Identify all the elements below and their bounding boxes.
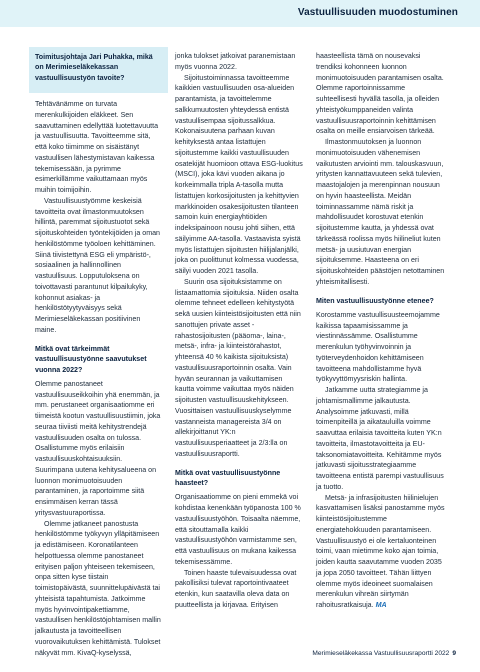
paragraph-text: Metsä- ja infrasijoitusten hiilinielujen kasvattamisen lisäksi panostamme myös kiinteistösijoitustemme energiatehokkuuden parantamiseen. Vastuullisuustyö ei ole kertaluonteinen toimi, vaan mietimme koko ajan toimia, joiden kautta saavutamme vuoden 2035 ja jopa 2050 tavoitteet. Tähän liittyen olemme myös ideoineet suomalaisen merenkulun vihreän siirtymän rahoitusratkaisuja.: [316, 493, 445, 610]
paragraph: jonka tulokset jatkoivat paranemistaan myös vuonna 2022.: [175, 52, 296, 71]
header-band: [0, 0, 480, 27]
paragraph: Organisaatiomme on pieni emmekä voi kohdistaa kenenkään työpanosta 100 % vastuullisuustyöhön. Toisaalta näemme, että sitouttamalla kaikki vastuullisuustyöhön varmistamme sen, että vastuullisuus on mukana kaikessa tekemisessämme.: [175, 493, 301, 566]
paragraph: Toinen haaste tulevaisuudessa ovat pakollisiksi tulevat raportointivaateet etenkin, kun saatavilla oleva data on puutteellista ja kirjavaa. Erityisen: [175, 568, 297, 609]
paragraph: Suurin osa sijoituksistamme on listaamattomia sijoituksia. Niiden osalta olemme tehneet edelleen kehitystyötä sekä uusien kiinteistösijoitusten että niin sanottujen private asset -rahastosijoitusten (pääoma-, laina-, metsä-, infra- ja kiinteistörahastot, yhteensä 40 % kaikista sijoituksista) vastuullisuusraportoinnin osalta. Vain hyvän seurannan ja vaikuttamisen kautta voimme vaikuttaa myös näiden sijoitusten vastuullisuuskehitykseen. Vuosittaisen vastuullisuuskyselymme vastanneista managereista 3/4 on allekirjoittanut YK:n vastuullisuusperiaatteet ja 2/3:lla on vastuullisuusraportti.: [175, 277, 301, 458]
paragraph: Tehtävänämme on turvata merenkulkijoiden eläkkeet. Sen saavuttaminen edellyttää luotettavuutta ja vastuullisuutta. Tavoitteemme sitä, että koko tiimimme on sisäistänyt vastuullisen lähestymistavan kaikessa tekemisessään, ja pyrimme esimerkillämme vaikuttamaan myös muihin toimijoihin.: [35, 100, 159, 195]
question-heading: Miten vastuullisuustyönne etenee?: [316, 296, 434, 305]
page-number: 9: [452, 650, 456, 657]
paragraph: Olemme jatkaneet panostusta henkilöstömme työkyvyn ylläpitämiseen ja edistämiseen. Koronatilanteen helpottuessa olemme panostaneet erityisen paljon yhteiseen tekemiseen, onpa sitten kyse tiistain toimistopäivästä, suunnittelupäivästä tai yhteisistä tapahtumista. Jatkoimme myös hyvinvointipakettiamme, vastuullisen henkilöstöjohtamisen mallin jalkautusta ja tavoitteellisen vuorovaikutuksen kehittämistä. Tulokset näkyvät mm. KivaQ-kyselyssä,: [35, 519, 161, 657]
end-mark-icon: MA: [375, 601, 387, 610]
paragraph: Korostamme vastuullisuusteemojamme kaikissa tapaamisissamme ja viestinnässämme. Osallistumme merenkulun työhyvinvoinnin ja työterveydenhoidon kehittämiseen tavoitteena mahdollistamme hyvä työkyvyttömyysriskin hallinta.: [316, 310, 440, 384]
question-heading: Toimitusjohtaja Jari Puhakka, mikä on Merimieseläkekassan vastuullisuustyön tavoite?: [35, 53, 153, 82]
paragraph: Olemme panostaneet vastuullisuuseikkoihin yhä enemmän, ja mm. perustaneet organisaatiomme eri tiimeistä kootun vastuullisuustiimin, joka seuraa tiiviisti meitä kehitystrendejä vastuullisuuden osalta on tulossa. Osallistumme myös erilaisiin vastuullisuuskohtaisuuksiin. Suurimpana uutena kehitysalueena on luonnon monimuotoisuuden parantaminen, ja raportoimme siitä ensimmäisen kerran tässä yritysvastuuraportissa.: [35, 379, 161, 517]
column-1: [35, 51, 162, 658]
paragraph: Ilmastonmuutoksen ja luonnon monimuotoisuuden vähenemisen vaikutusten arviointi mm. talouskasvuun, yritysten kannattavuuteen sekä tulevien, maastojalojen ja merenpinnan nousuun on hyvin haasteellista. Meidän toiminnassamme nämä riskit ja mahdollisuudet korostuvat etenkin sijoitustemme kautta, ja yhdessä ovat tärkeässä roolissa myös hiilineliut kuten metsä- ja uusiutuvan energian sijoituksemme. Haasteena on eri sijoituskohteiden päästöjen netottaminen yhteismitallisesti.: [316, 138, 445, 286]
page-footer: [312, 650, 456, 657]
footer-text: Merimieseläkekassa Vastuullisuusraportti 2022: [312, 650, 450, 657]
question-highlight: [29, 47, 168, 93]
paragraph-last: [316, 493, 445, 611]
question-heading: Mitkä ovat vastuullisuustyönne haasteet?: [175, 468, 281, 487]
paragraph: haasteellista tämä on nousevaksi trendiksi kohonneen luonnon monimuotoisuuden parantamisen osalta. Olemme raportoinnissamme suhteellisesti hyvällä tasolla, ja olleiden yhteistyökumppaneiden valinta vastuullisuusraportoinnin kehittämisen osalta on meille ensiarvoisen tärkeää.: [316, 52, 444, 136]
paragraph: Jatkamme uutta strategiamme ja johtamismallimme jalkautusta. Analysoimme jatkuvasti, millä toimenpiteillä ja aikatauluilla voimme saavuttaa erilaisia tavoitteita kuten YK:n tavoitteita, ilmastotavoitteita ja EU-taksonomiatavoitteita. Kehitämme myös jatkuvasti sijoitusstrategiaamme tavoitteena entistä parempi vastuullisuus ja tuotto.: [316, 386, 444, 491]
question-heading: Mitkä ovat tärkeimmät vastuullisuustyönne saavutukset vuonna 2022?: [35, 344, 147, 374]
paragraph: Sijoitustoiminnassa tavoitteemme kaikkien vastuullisuuden osa-alueiden parantamista, ja tavoittelemme salkkumuutosten yhteydessä entistä vastuullisempaa sijoitussalkkua. Kokonaisuutena parhaan kuvan kehityksestä antaa listattujen sijoitustemme kaikki vastuullisuuden osatekijät huomioon ottava ESG-luokitus (MSCI), joka kävi vuoden aikana jo korkeimmalla tripla A-tasolla mutta listattujen korkosijoitusten ja kehittyvien markkinoiden osakesijoitusten tilanteen samoin kuin energiayhtiöiden indeksipainoon nousu johti siihen, että säilyimme AA-tasolla. Vastaavista syistä myös listattujen sijoitusten hiilijalanjälki, joka on puolittunut kolmessa vuodessa, säilyi vuoden 2021 tasolla.: [175, 73, 303, 275]
paragraph: Vastuullisuustyömme keskeisiä tavoitteita ovat ilmastonmuutoksen hillintä, paremmat sijoitustuotot sekä sijoituskohteiden työntekijöiden ja oman henkilöstömme työoloen kehittäminen. Siinä tiivistettynä ESG eli ympäristö-, sosiaalinen ja hallinnollinen vastuullisuus. Lopputuloksena on toivottavasti parantunut kilpailukyky, kohonnut asiakas- ja henkilöstötyytyväisyys sekä Merimieseläkekassan positiivinen maine.: [35, 196, 161, 334]
column-2: [175, 51, 303, 611]
section-title: Vastuullisuuden muodostuminen: [297, 7, 458, 18]
column-3: [316, 51, 445, 611]
